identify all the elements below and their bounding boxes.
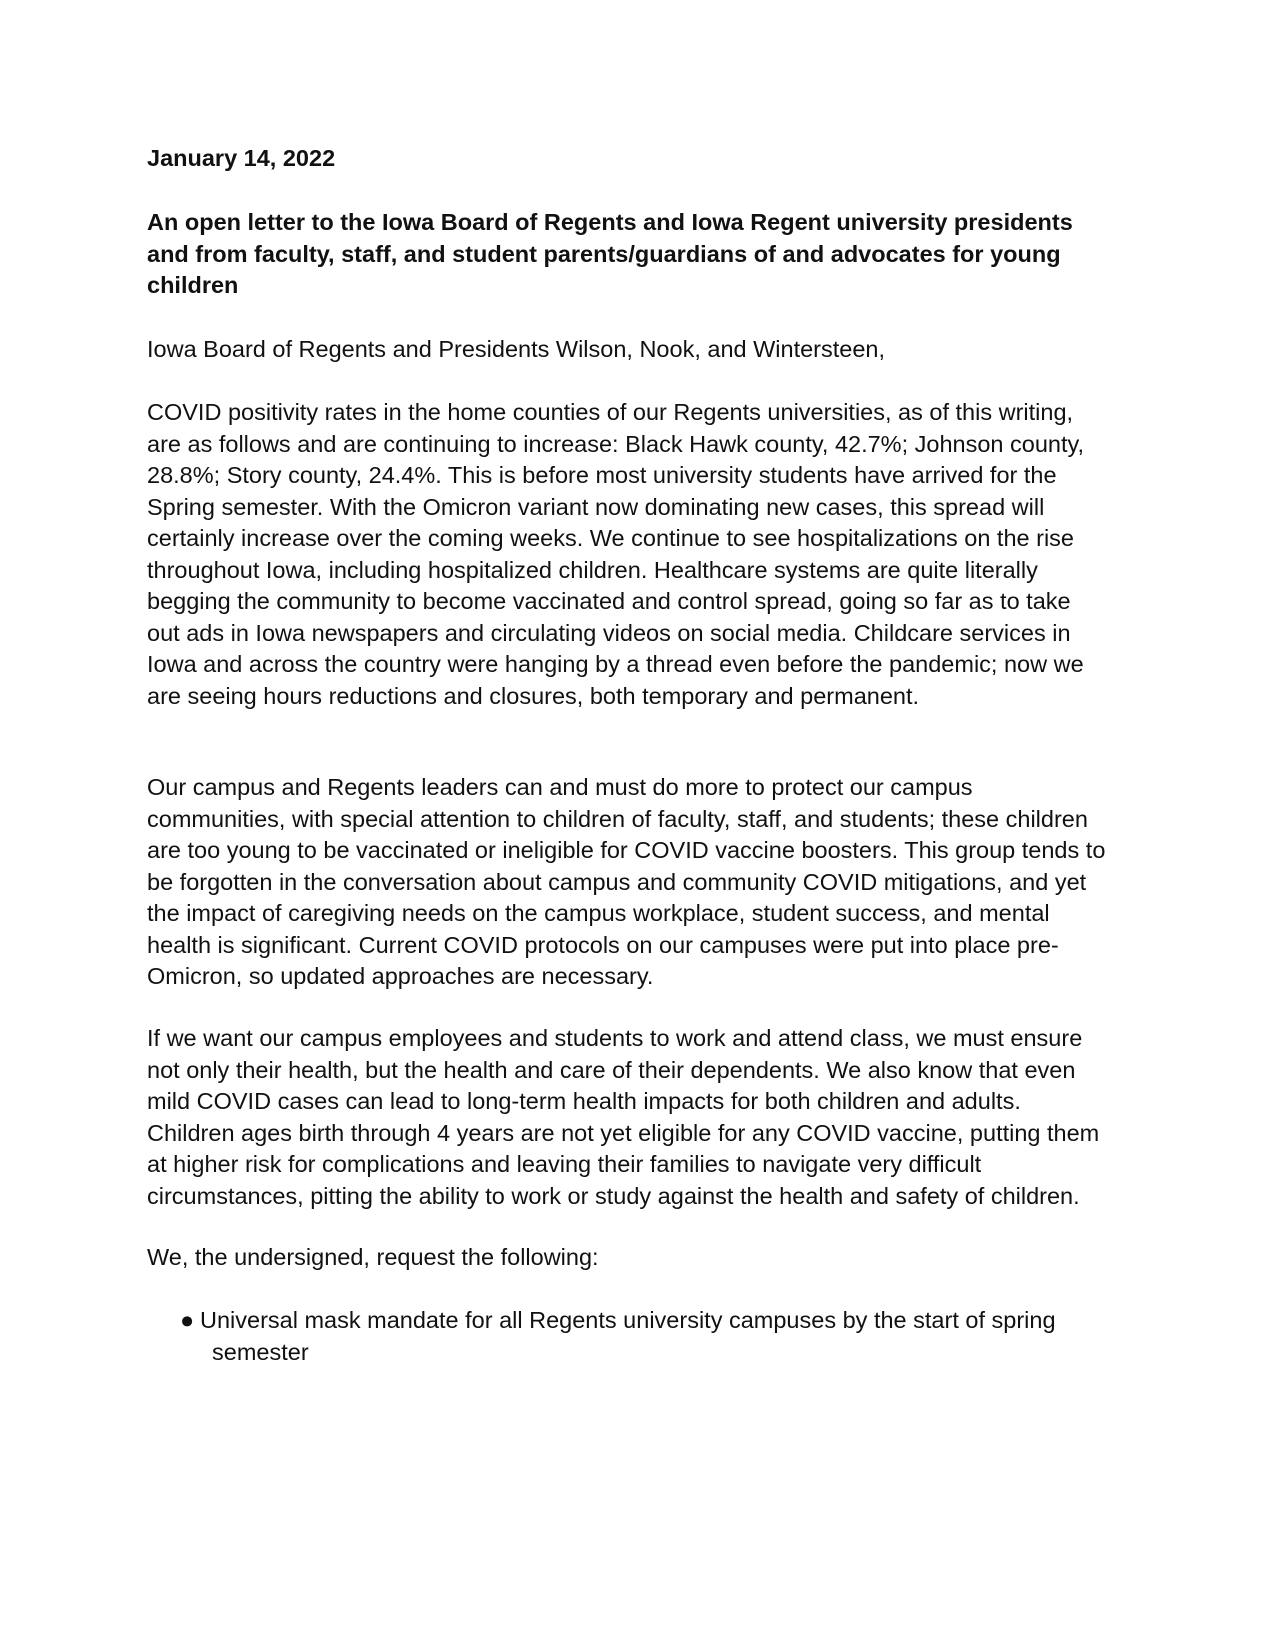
paragraph-covid-positivity: COVID positivity rates in the home counties of our Regents universities, as of this writing, are as follows and are continuing to increase: Black Hawk county, 42.7%; Johnson county, 28.8%; Story county, 24.4%. This is before most university students have arrived for the Spring semester. With the Omicron variant now dominating new cases, this spread will certainly increase over the coming weeks. We continue to see hospitalizations on the rise throughout Iowa, including hospitalized children. Healthcare systems are quite literally begging the community to become vaccinated and control spread, going so far as to take out ads in Iowa newspapers and circulating videos on social media. Childcare services in Iowa and across the country were hanging by a thread even before the pandemic; now we are seeing hours reductions and closures, both temporary and permanent. [147,399,1085,709]
request-intro: We, the undersigned, request the following: [147,1244,599,1270]
paragraph-campus-employees: If we want our campus employees and students to work and attend class, we must ensure not only their health, but the health and care of their dependents. We also know that even mild COVID cases can lead to long-term health impacts for both children and adults. Children ages birth through 4 years are not yet eligible for any COVID vaccine, putting them at higher risk for complications and leaving their families to navigate very difficult circumstances, pitting the ability to work or study against the health and safety of children. [147,1025,1100,1209]
list-item [180,1305,1060,1368]
letter-salutation: Iowa Board of Regents and Presidents Wilson, Nook, and Wintersteen, [147,336,886,362]
bullet-icon: ● [180,1307,195,1333]
letter-heading: An open letter to the Iowa Board of Regents and Iowa Regent university presidents and from faculty, staff, and student parents/guardians of and advocates for young children [147,209,1073,298]
request-list [180,1305,1060,1368]
letter-date: January 14, 2022 [147,145,336,171]
paragraph-campus-leaders: Our campus and Regents leaders can and must do more to protect our campus communities, with special attention to children of faculty, staff, and students; these children are too young to be vaccinated or ineligible for COVID vaccine boosters. This group tends to be forgotten in the conversation about campus and community COVID mitigations, and yet the impact of caregiving needs on the campus workplace, student success, and mental health is significant. Current COVID protocols on our campuses were put into place pre-Omicron, so updated approaches are necessary. [147,774,1106,989]
request-item-text: Universal mask mandate for all Regents university campuses by the start of spring semester [200,1307,1056,1365]
